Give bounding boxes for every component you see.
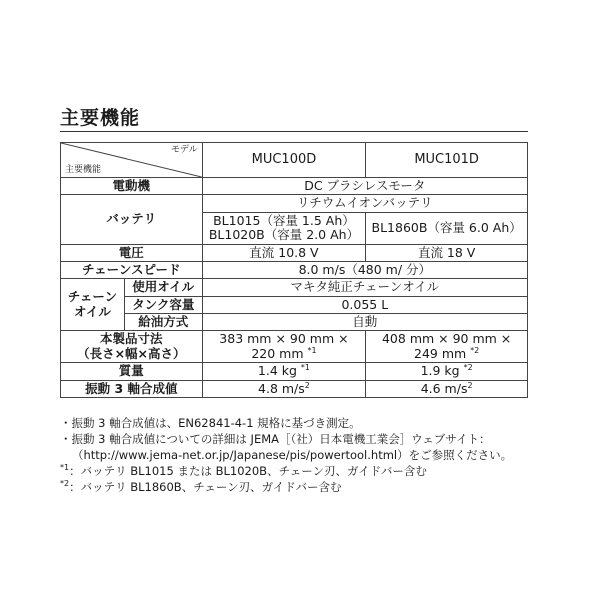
- dimensions-a-value: 220 mm: [251, 345, 304, 361]
- oil-feed-label: 給油方式: [124, 314, 202, 331]
- header-corner-cell: [61, 143, 203, 178]
- voltage-label: 電圧: [61, 244, 203, 261]
- oil-feed-value: 自動: [202, 314, 527, 331]
- mass-b: [366, 363, 528, 380]
- chain-oil-row-feed: [61, 314, 528, 331]
- battery-row-type: [61, 195, 528, 212]
- note-1: ・振動 3 軸合成値は、EN62841-4-1 規格に基づき測定。: [60, 416, 361, 430]
- vibration-a: [202, 380, 366, 397]
- footnote-1: [60, 463, 540, 479]
- dimensions-row: [61, 331, 528, 363]
- footnote-2-text: ：バッテリ BL1860B、チェーン刃、ガイドバー含む: [69, 480, 342, 494]
- chain-oil-row-tank: [61, 296, 528, 313]
- model-b-header: MUC101D: [366, 143, 528, 178]
- oil-type-label: 使用オイル: [124, 279, 202, 296]
- footnote-2-mark: *2: [60, 479, 70, 489]
- vibration-label: 振動 3 軸合成値: [61, 380, 203, 397]
- vibration-a-value: 4.8 m/s: [258, 380, 305, 396]
- dimensions-b-line1: 408 mm × 90 mm ×: [381, 331, 512, 347]
- mass-a-footnote: *1: [300, 362, 310, 372]
- battery-a-line1: BL1015（容量 1.5 Ah）: [213, 212, 355, 228]
- mass-a-value: 1.4 kg: [257, 363, 297, 379]
- chain-speed-value: 8.0 m/s（480 m/ 分）: [202, 261, 527, 278]
- title-divider: [60, 131, 528, 132]
- vibration-row: [61, 380, 528, 397]
- battery-a-line2: BL1020B（容量 2.0 Ah）: [208, 227, 360, 243]
- footnote-1-mark: *1: [60, 463, 70, 473]
- note-3: （http://www.jema-net.or.jp/Japanese/pis/powertool.html）をご参照ください。: [72, 448, 513, 462]
- voltage-a: 直流 10.8 V: [202, 244, 366, 261]
- corner-label-function: 主要機能: [65, 164, 102, 175]
- voltage-b: 直流 18 V: [366, 244, 528, 261]
- vibration-b-exponent: 2: [467, 380, 473, 390]
- voltage-row: [61, 244, 528, 261]
- dimensions-a-line1: 383 mm × 90 mm ×: [219, 331, 349, 347]
- dimensions-label-line2: （長さ×幅×高さ）: [77, 345, 186, 361]
- motor-value: DC ブラシレスモータ: [202, 178, 527, 195]
- mass-label: 質量: [61, 363, 203, 380]
- motor-row: [61, 178, 528, 195]
- chain-oil-label: [61, 279, 125, 331]
- dimensions-b-value: 249 mm: [414, 345, 467, 361]
- spec-table: [60, 142, 528, 398]
- dimensions-a-line2: [205, 347, 364, 361]
- chain-oil-label-line2: オイル: [73, 303, 111, 319]
- mass-b-value: 1.9 kg: [420, 363, 460, 379]
- chain-oil-row-oil: [61, 279, 528, 296]
- mass-a: [202, 363, 366, 380]
- battery-type: リチウムイオンバッテリ: [202, 195, 527, 212]
- mass-row: [61, 363, 528, 380]
- model-a-header: MUC100D: [202, 143, 366, 178]
- chain-speed-label: チェーンスピード: [61, 261, 203, 278]
- dimensions-b-line2: [368, 347, 525, 361]
- tank-capacity-label: タンク容量: [124, 296, 202, 313]
- dimensions-b-footnote: *2: [470, 345, 480, 355]
- dimensions-b: [366, 331, 528, 363]
- dimensions-label: [61, 331, 203, 363]
- chain-speed-row: [61, 261, 528, 278]
- mass-b-footnote: *2: [463, 362, 473, 372]
- dimensions-label-line1: 本製品寸法: [100, 331, 163, 347]
- motor-label: 電動機: [61, 178, 203, 195]
- notes-block: [60, 415, 540, 495]
- oil-type-value: マキタ純正チェーンオイル: [202, 279, 527, 296]
- dimensions-a: [202, 331, 366, 363]
- tank-capacity-value: 0.055 L: [202, 296, 527, 313]
- dimensions-a-footnote: *1: [307, 345, 317, 355]
- battery-b: BL1860B（容量 6.0 Ah）: [366, 212, 528, 244]
- section-title: 主要機能: [60, 107, 141, 129]
- note-2: ・振動 3 軸合成値についての詳細は JEMA［（社）日本電機工業会］ウェブサイト：: [60, 432, 491, 446]
- corner-label-model: モデル: [171, 145, 198, 155]
- footnote-1-text: ：バッテリ BL1015 または BL1020B、チェーン刃、ガイドバー含む: [69, 464, 427, 478]
- vibration-a-exponent: 2: [304, 380, 310, 390]
- vibration-b: [366, 380, 528, 397]
- chain-oil-label-line1: チェーン: [67, 289, 118, 305]
- vibration-b-value: 4.6 m/s: [420, 380, 468, 396]
- header-row: [61, 143, 528, 178]
- footnote-2: [60, 479, 540, 495]
- battery-label: バッテリ: [61, 195, 203, 244]
- battery-a: [202, 212, 366, 244]
